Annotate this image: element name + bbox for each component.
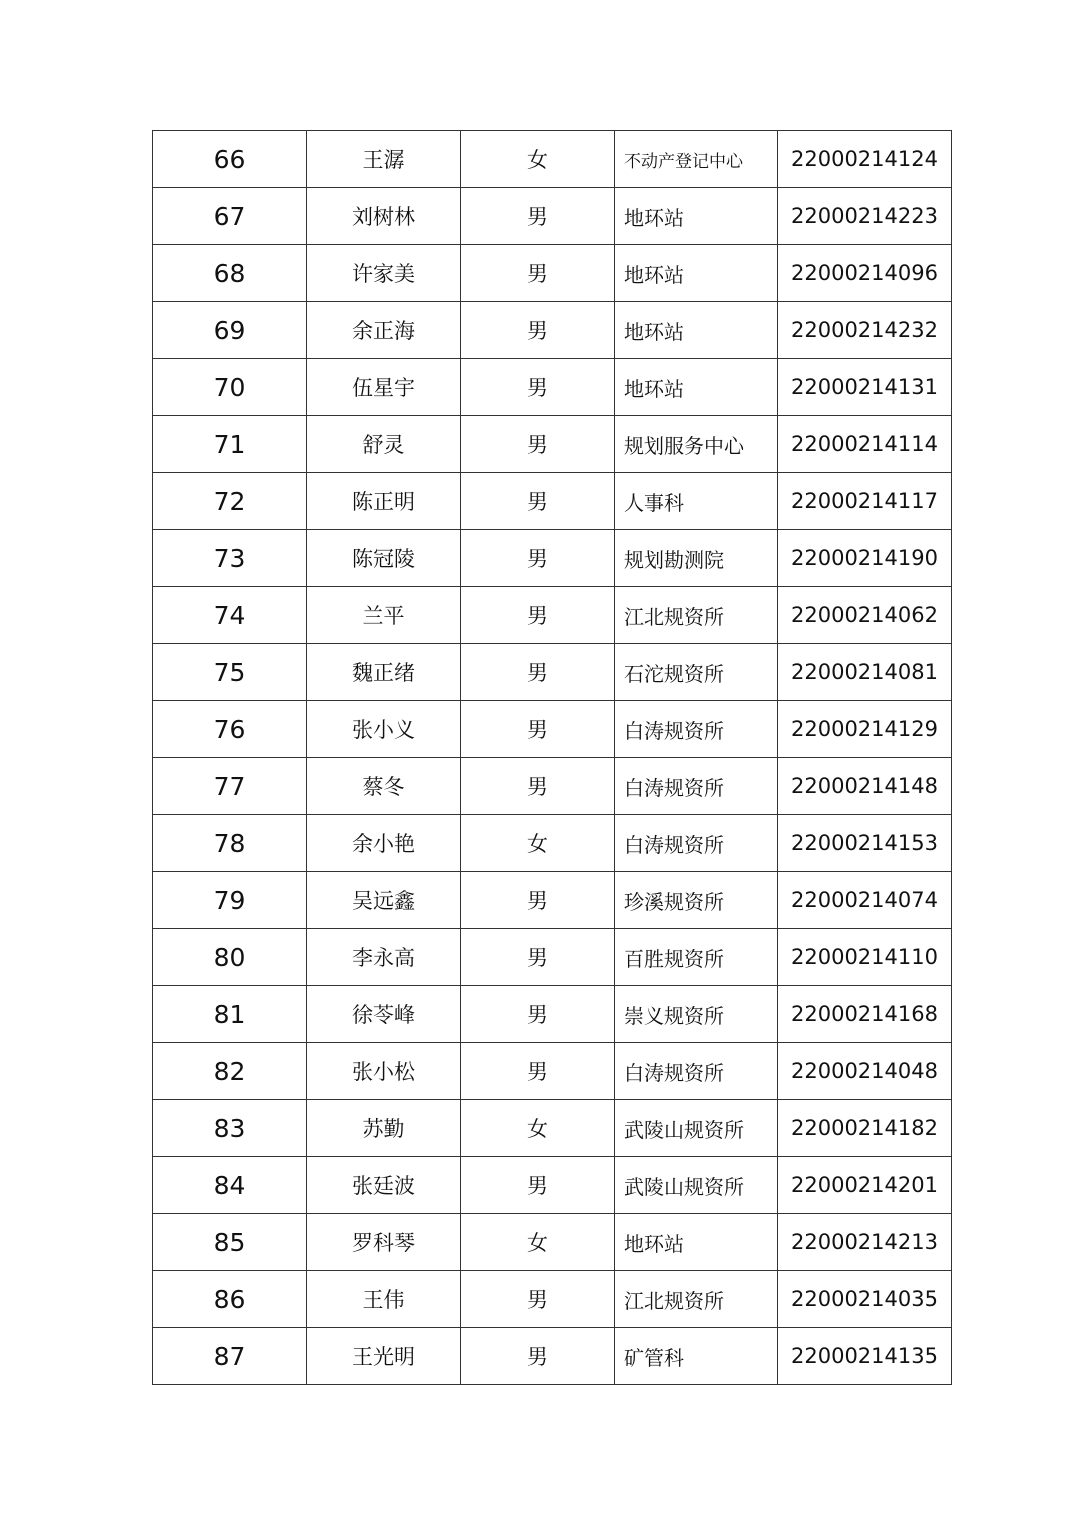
unit-cell: 江北规资所 (615, 1271, 778, 1328)
row-number-cell: 77 (153, 758, 307, 815)
table-row (153, 872, 952, 929)
table-row (153, 188, 952, 245)
exam-id-cell: 22000214201 (778, 1157, 952, 1214)
table-row (153, 758, 952, 815)
name-cell: 罗科琴 (307, 1214, 461, 1271)
table-row (153, 530, 952, 587)
row-number-cell: 79 (153, 872, 307, 929)
gender-cell: 男 (461, 872, 615, 929)
table-row (153, 473, 952, 530)
exam-id-cell: 22000214117 (778, 473, 952, 530)
exam-id-cell: 22000214148 (778, 758, 952, 815)
table-row (153, 1328, 952, 1385)
unit-cell: 地环站 (615, 1214, 778, 1271)
gender-cell: 女 (461, 131, 615, 188)
gender-cell: 男 (461, 701, 615, 758)
table-row (153, 1043, 952, 1100)
unit-cell: 地环站 (615, 302, 778, 359)
name-cell: 张小义 (307, 701, 461, 758)
unit-cell: 人事科 (615, 473, 778, 530)
gender-cell: 女 (461, 815, 615, 872)
unit-cell: 白涛规资所 (615, 815, 778, 872)
gender-cell: 男 (461, 1157, 615, 1214)
unit-cell: 江北规资所 (615, 587, 778, 644)
table-row (153, 1157, 952, 1214)
exam-id-cell: 22000214182 (778, 1100, 952, 1157)
table-row (153, 815, 952, 872)
row-number-cell: 83 (153, 1100, 307, 1157)
exam-id-cell: 22000214114 (778, 416, 952, 473)
row-number-cell: 71 (153, 416, 307, 473)
roster-table (152, 130, 952, 1385)
unit-cell: 白涛规资所 (615, 1043, 778, 1100)
table-row (153, 701, 952, 758)
row-number-cell: 74 (153, 587, 307, 644)
unit-cell: 白涛规资所 (615, 701, 778, 758)
exam-id-cell: 22000214074 (778, 872, 952, 929)
name-cell: 王潺 (307, 131, 461, 188)
exam-id-cell: 22000214035 (778, 1271, 952, 1328)
exam-id-cell: 22000214048 (778, 1043, 952, 1100)
gender-cell: 男 (461, 302, 615, 359)
exam-id-cell: 22000214190 (778, 530, 952, 587)
name-cell: 徐苓峰 (307, 986, 461, 1043)
name-cell: 苏勤 (307, 1100, 461, 1157)
table-row (153, 1214, 952, 1271)
unit-cell: 矿管科 (615, 1328, 778, 1385)
gender-cell: 男 (461, 986, 615, 1043)
row-number-cell: 86 (153, 1271, 307, 1328)
exam-id-cell: 22000214129 (778, 701, 952, 758)
name-cell: 伍星宇 (307, 359, 461, 416)
gender-cell: 男 (461, 758, 615, 815)
table-row (153, 929, 952, 986)
row-number-cell: 87 (153, 1328, 307, 1385)
gender-cell: 男 (461, 929, 615, 986)
table-row (153, 245, 952, 302)
name-cell: 刘树林 (307, 188, 461, 245)
exam-id-cell: 22000214124 (778, 131, 952, 188)
exam-id-cell: 22000214096 (778, 245, 952, 302)
exam-id-cell: 22000214232 (778, 302, 952, 359)
exam-id-cell: 22000214081 (778, 644, 952, 701)
name-cell: 王伟 (307, 1271, 461, 1328)
name-cell: 张廷波 (307, 1157, 461, 1214)
row-number-cell: 82 (153, 1043, 307, 1100)
unit-cell: 规划服务中心 (615, 416, 778, 473)
row-number-cell: 72 (153, 473, 307, 530)
gender-cell: 男 (461, 473, 615, 530)
unit-cell: 武陵山规资所 (615, 1157, 778, 1214)
gender-cell: 女 (461, 1214, 615, 1271)
table-row (153, 986, 952, 1043)
table-row (153, 1100, 952, 1157)
row-number-cell: 69 (153, 302, 307, 359)
gender-cell: 男 (461, 1271, 615, 1328)
row-number-cell: 66 (153, 131, 307, 188)
unit-cell: 规划勘测院 (615, 530, 778, 587)
unit-cell: 武陵山规资所 (615, 1100, 778, 1157)
row-number-cell: 70 (153, 359, 307, 416)
gender-cell: 女 (461, 1100, 615, 1157)
row-number-cell: 78 (153, 815, 307, 872)
table-row (153, 302, 952, 359)
unit-cell: 石沱规资所 (615, 644, 778, 701)
gender-cell: 男 (461, 188, 615, 245)
exam-id-cell: 22000214213 (778, 1214, 952, 1271)
unit-cell: 白涛规资所 (615, 758, 778, 815)
unit-cell: 地环站 (615, 245, 778, 302)
gender-cell: 男 (461, 1043, 615, 1100)
gender-cell: 男 (461, 245, 615, 302)
name-cell: 余小艳 (307, 815, 461, 872)
exam-id-cell: 22000214062 (778, 587, 952, 644)
table-row (153, 416, 952, 473)
row-number-cell: 76 (153, 701, 307, 758)
gender-cell: 男 (461, 1328, 615, 1385)
roster-table-body (153, 131, 952, 1385)
gender-cell: 男 (461, 416, 615, 473)
gender-cell: 男 (461, 530, 615, 587)
table-row (153, 644, 952, 701)
name-cell: 舒灵 (307, 416, 461, 473)
exam-id-cell: 22000214110 (778, 929, 952, 986)
unit-cell: 崇义规资所 (615, 986, 778, 1043)
name-cell: 蔡冬 (307, 758, 461, 815)
row-number-cell: 68 (153, 245, 307, 302)
row-number-cell: 85 (153, 1214, 307, 1271)
unit-cell: 地环站 (615, 359, 778, 416)
name-cell: 陈正明 (307, 473, 461, 530)
exam-id-cell: 22000214168 (778, 986, 952, 1043)
row-number-cell: 67 (153, 188, 307, 245)
name-cell: 陈冠陵 (307, 530, 461, 587)
unit-cell: 百胜规资所 (615, 929, 778, 986)
name-cell: 李永高 (307, 929, 461, 986)
gender-cell: 男 (461, 359, 615, 416)
table-row (153, 131, 952, 188)
unit-cell: 不动产登记中心 (615, 131, 778, 188)
unit-cell: 珍溪规资所 (615, 872, 778, 929)
gender-cell: 男 (461, 644, 615, 701)
unit-cell: 地环站 (615, 188, 778, 245)
name-cell: 张小松 (307, 1043, 461, 1100)
gender-cell: 男 (461, 587, 615, 644)
table-row (153, 359, 952, 416)
name-cell: 许家美 (307, 245, 461, 302)
exam-id-cell: 22000214135 (778, 1328, 952, 1385)
name-cell: 余正海 (307, 302, 461, 359)
name-cell: 兰平 (307, 587, 461, 644)
name-cell: 魏正绪 (307, 644, 461, 701)
row-number-cell: 81 (153, 986, 307, 1043)
name-cell: 吴远鑫 (307, 872, 461, 929)
exam-id-cell: 22000214153 (778, 815, 952, 872)
row-number-cell: 75 (153, 644, 307, 701)
name-cell: 王光明 (307, 1328, 461, 1385)
exam-id-cell: 22000214131 (778, 359, 952, 416)
table-row (153, 587, 952, 644)
table-row (153, 1271, 952, 1328)
row-number-cell: 80 (153, 929, 307, 986)
exam-id-cell: 22000214223 (778, 188, 952, 245)
row-number-cell: 84 (153, 1157, 307, 1214)
row-number-cell: 73 (153, 530, 307, 587)
